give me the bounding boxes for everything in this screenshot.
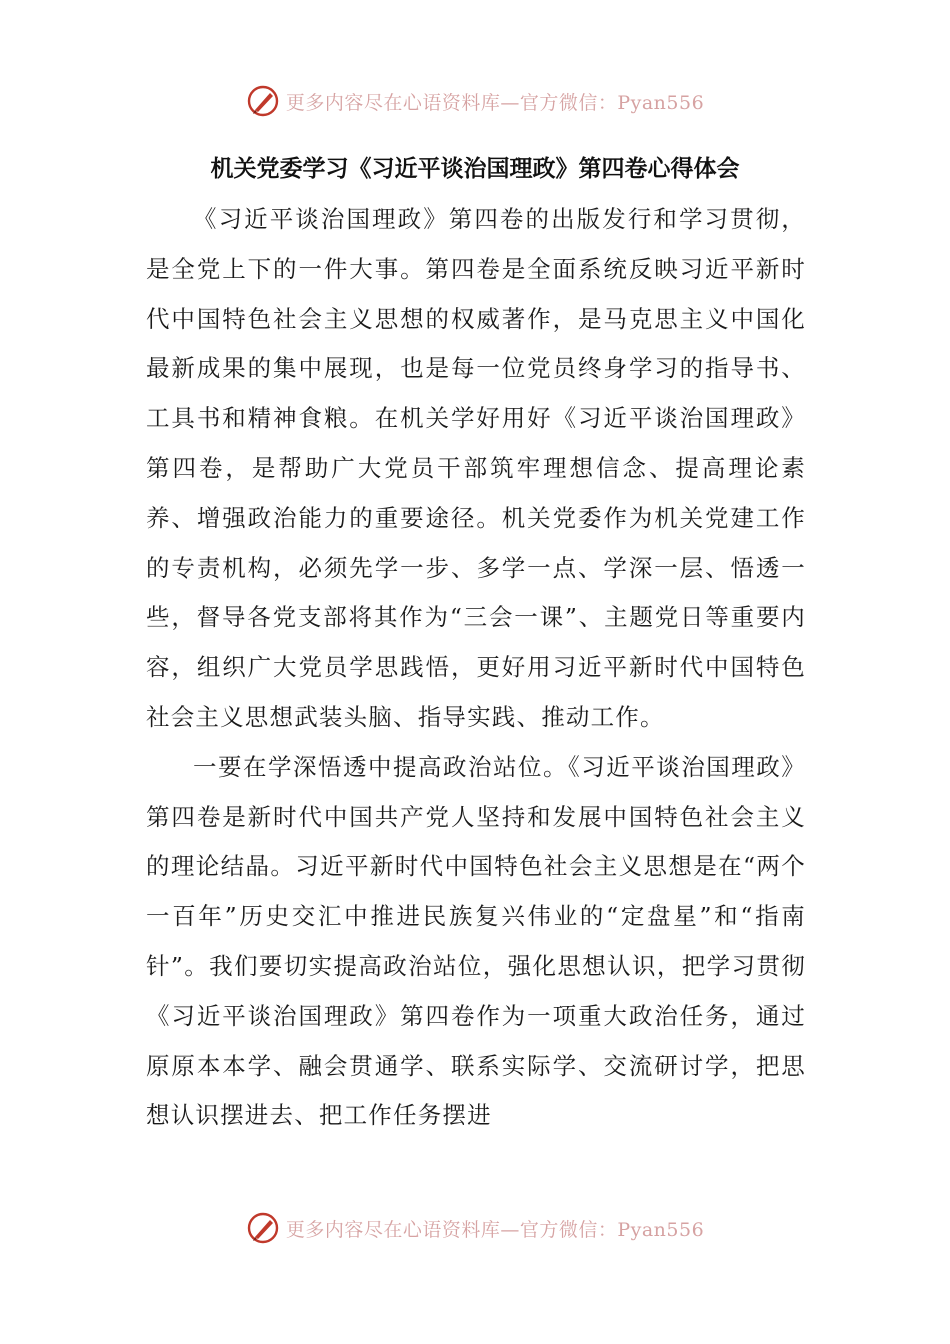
watermark-text: 更多内容尽在心语资料库—官方微信：Pyan556 — [285, 91, 705, 114]
pen-circle-logo-icon — [246, 84, 280, 118]
paragraph-point-one: 一要在学深悟透中提高政治站位。《习近平谈治国理政》第四卷是新时代中国共产党人坚持和发展中国特色社会主义的理论结晶。习近平新时代中国特色社会主义思想是在“两个一百年”历史交汇中推进民族复兴伟业的“定盘星”和“指南针”。我们要切实提高政治站位，强化思想认识，把学习贯彻《习近平谈治国理政》第四卷作为一项重大政治任务，通过原原本本学、融会贯通学、联系实际学、交流研讨学，把思想认识摆进去、把工作任务摆进 — [146, 752, 806, 1130]
watermark-text: 更多内容尽在心语资料库—官方微信：Pyan556 — [285, 1218, 705, 1241]
footer-watermark-banner — [0, 1211, 950, 1245]
pen-circle-logo-icon — [246, 1211, 280, 1245]
header-watermark-banner — [0, 84, 950, 118]
document-body — [146, 195, 806, 1141]
paragraph-intro: 《习近平谈治国理政》第四卷的出版发行和学习贯彻，是全党上下的一件大事。第四卷是全面系统反映习近平新时代中国特色社会主义思想的权威著作，是马克思主义中国化最新成果的集中展现，也是每一位党员终身学习的指导书、工具书和精神食粮。在机关学好用好《习近平谈治国理政》第四卷，是帮助广大党员干部筑牢理想信念、提高理论素养、增强政治能力的重要途径。机关党委作为机关党建工作的专责机构，必须先学一步、多学一点、学深一层、悟透一些，督导各党支部将其作为“三会一课”、主题党日等重要内容，组织广大党员学思践悟，更好用习近平新时代中国特色社会主义思想武装头脑、指导实践、推动工作。 — [146, 205, 806, 731]
document-title: 机关党委学习《习近平谈治国理政》第四卷心得体会 — [210, 156, 740, 182]
